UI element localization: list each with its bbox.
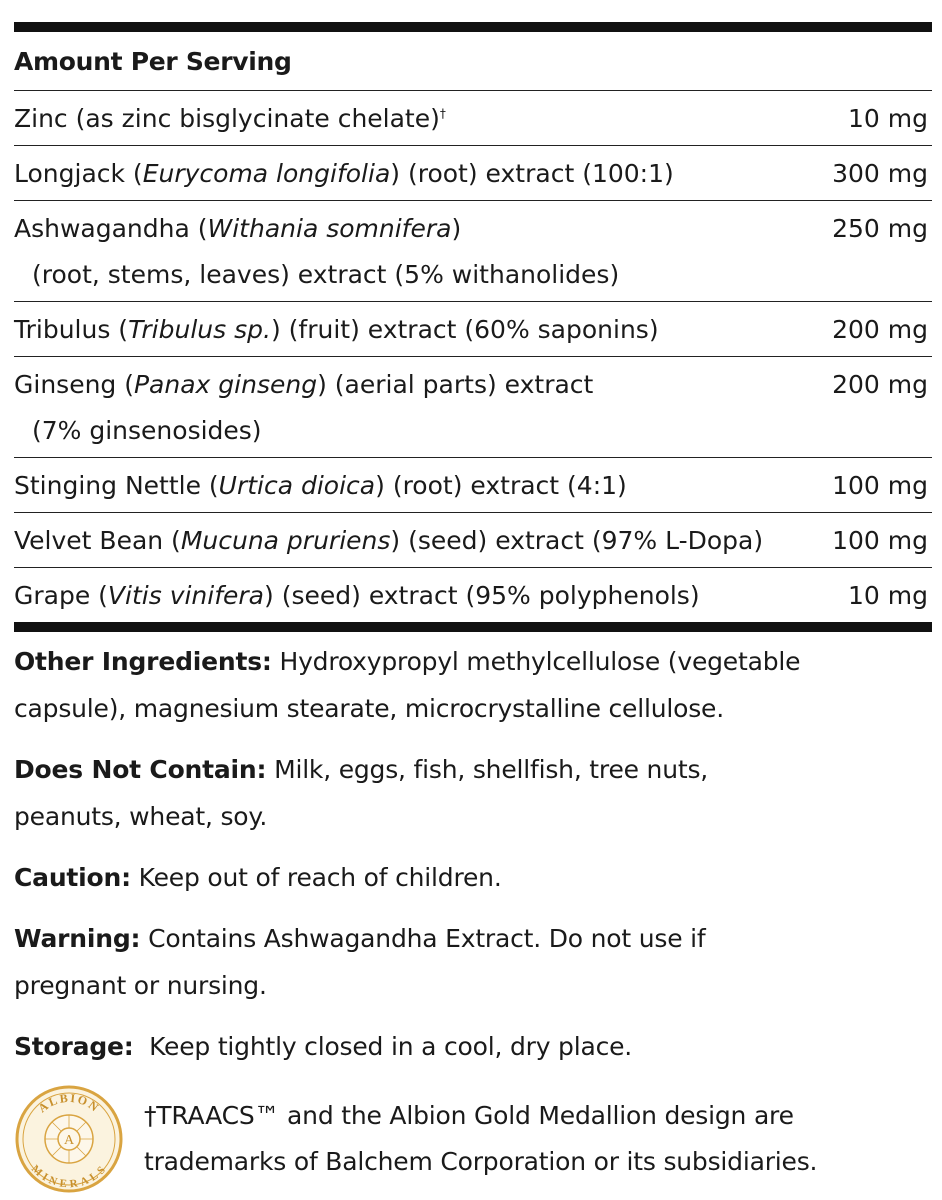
ingredient-name-line: Ginseng (Panax ginseng) (aerial parts) extract xyxy=(14,370,594,399)
ingredient-row xyxy=(14,513,932,568)
ingredient-name-detail: (root, stems, leaves) extract (5% withanolides) xyxy=(32,260,620,289)
ingredient-name xyxy=(14,307,748,353)
trademark-mark: † xyxy=(439,106,446,121)
top-rule xyxy=(14,22,932,32)
ingredient-name xyxy=(14,463,748,509)
note-text-continued: capsule), magnesium stearate, microcrystalline cellulose. xyxy=(14,694,724,723)
ingredient-amount: 200 mg xyxy=(832,370,928,399)
ingredient-name-line: Tribulus (Tribulus sp.) (fruit) extract (60% saponins) xyxy=(14,315,659,344)
ingredient-name-detail: (7% ginsenosides) xyxy=(32,416,262,445)
note-label: Warning: xyxy=(14,924,141,953)
note-text: Keep tightly closed in a cool, dry place. xyxy=(133,1032,633,1061)
ingredient-row xyxy=(14,357,932,458)
note-text: Keep out of reach of children. xyxy=(130,863,502,892)
ingredient-amount: 250 mg xyxy=(832,214,928,243)
ingredient-name xyxy=(14,518,763,564)
ingredient-name-line: Zinc (as zinc bisglycinate chelate)† xyxy=(14,104,446,133)
footnote-line-1: †TRAACS™ and the Albion Gold Medallion design are xyxy=(144,1101,794,1130)
ingredient-row xyxy=(14,91,932,146)
label-note xyxy=(14,854,932,901)
ingredient-amount: 100 mg xyxy=(832,471,928,500)
ingredient-row xyxy=(14,201,932,302)
svg-text:ALBION: ALBION xyxy=(35,1090,103,1116)
note-label: Other Ingredients: xyxy=(14,647,272,676)
ingredient-amount: 100 mg xyxy=(832,526,928,555)
footer xyxy=(14,1084,932,1194)
label-note xyxy=(14,746,932,840)
ingredient-name-line: Longjack (Eurycoma longifolia) (root) extract (100:1) xyxy=(14,159,674,188)
ingredient-amount: 10 mg xyxy=(848,104,928,133)
ingredient-row xyxy=(14,568,932,622)
ingredient-row xyxy=(14,302,932,357)
ingredient-name xyxy=(14,573,748,619)
note-label: Storage: xyxy=(14,1032,134,1061)
label-note xyxy=(14,1023,932,1070)
ingredient-name-line: Grape (Vitis vinifera) (seed) extract (95% polyphenols) xyxy=(14,581,700,610)
note-text-continued: peanuts, wheat, soy. xyxy=(14,802,268,831)
ingredient-row xyxy=(14,146,932,201)
note-text-continued: pregnant or nursing. xyxy=(14,971,267,1000)
albion-medallion-logo xyxy=(14,1084,124,1194)
ingredient-amount: 200 mg xyxy=(832,315,928,344)
ingredient-row xyxy=(14,458,932,513)
label-note xyxy=(14,915,932,1009)
ingredient-name xyxy=(14,362,748,454)
label-note xyxy=(14,638,932,732)
ingredient-name-line: Ashwagandha (Withania somnifera) xyxy=(14,214,462,243)
note-label: Caution: xyxy=(14,863,131,892)
supplement-facts-panel xyxy=(14,22,932,1194)
label-notes xyxy=(14,638,932,1070)
svg-text:A: A xyxy=(63,1133,75,1148)
ingredient-amount: 10 mg xyxy=(848,581,928,610)
ingredient-name xyxy=(14,96,748,142)
ingredient-name xyxy=(14,151,748,197)
trademark-footnote xyxy=(144,1093,817,1185)
ingredient-amount: 300 mg xyxy=(832,159,928,188)
note-label: Does Not Contain: xyxy=(14,755,267,784)
bottom-rule xyxy=(14,622,932,632)
svg-text:MINERALS: MINERALS xyxy=(28,1162,110,1191)
ingredient-name xyxy=(14,206,748,298)
footnote-line-2: trademarks of Balchem Corporation or its subsidiaries. xyxy=(144,1147,818,1176)
amount-per-serving-heading: Amount Per Serving xyxy=(14,32,932,91)
note-text: Milk, eggs, fish, shellfish, tree nuts, xyxy=(266,755,709,784)
note-text: Hydroxypropyl methylcellulose (vegetable xyxy=(271,647,801,676)
ingredient-name-line: Stinging Nettle (Urtica dioica) (root) extract (4:1) xyxy=(14,471,627,500)
note-text: Contains Ashwagandha Extract. Do not use if xyxy=(140,924,706,953)
ingredient-name-line: Velvet Bean (Mucuna pruriens) (seed) extract (97% L-Dopa) xyxy=(14,526,764,555)
ingredient-table xyxy=(14,91,932,622)
